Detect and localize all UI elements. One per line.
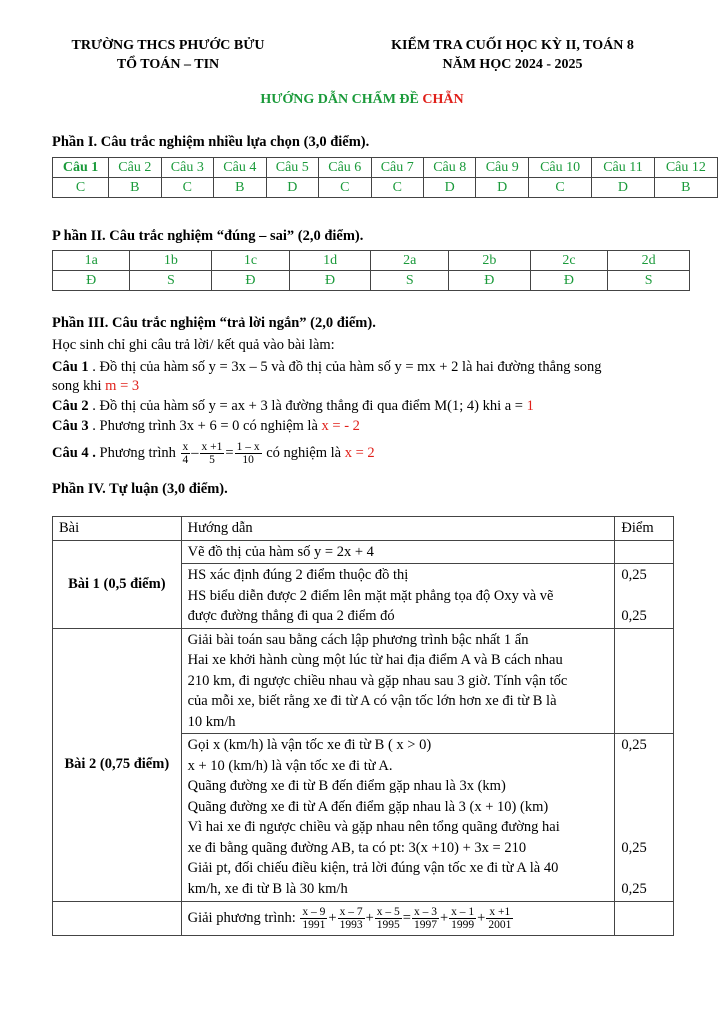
bai3-fraction — [449, 906, 476, 931]
bai3-row — [53, 901, 674, 935]
header-huong-dan: Hướng dẫn — [181, 517, 615, 541]
part1-question-cell: Câu 1 — [53, 158, 109, 178]
bai3-label — [53, 901, 182, 935]
bai2-task-line: 210 km, đi ngược chiều nhau và gặp nhau sau 3 giờ. Tính vận tốc — [187, 672, 568, 689]
bai3-fraction — [412, 906, 439, 931]
bai3-fraction — [338, 906, 365, 931]
part3-q4 — [52, 441, 375, 466]
part1-question-cell: Câu 4 — [214, 158, 266, 178]
bai2-score-3: 0,25 — [621, 881, 647, 897]
fraction-numerator: x +1 — [201, 441, 223, 453]
part2-answer-cell: Đ — [289, 271, 371, 291]
fraction-denominator: 2001 — [488, 918, 512, 931]
bai2-task-line: 10 km/h — [187, 713, 236, 730]
part1-question-row — [53, 158, 718, 178]
part3-intro: Học sinh chỉ ghi câu trả lời/ kết quả vào bài làm: — [52, 337, 335, 353]
q4-fraction-2 — [200, 441, 225, 466]
header-bai: Bài — [53, 517, 182, 541]
part1-answer-cell: B — [214, 178, 266, 198]
spacer — [621, 756, 667, 838]
bai1-step-1: HS xác định đúng 2 điểm thuộc đồ thị — [187, 567, 409, 583]
part3-q2 — [52, 396, 534, 416]
q2-answer: 1 — [526, 398, 534, 414]
subtitle-highlight: CHẴN — [422, 92, 464, 107]
part1-question-cell: Câu 7 — [371, 158, 423, 178]
bai2-task-line: của mỗi xe, biết rằng xe đi từ A có vận tốc lớn hơn xe đi từ B là — [187, 693, 557, 709]
school-name: TRƯỜNG THCS PHƯỚC BỬU — [71, 38, 265, 53]
bai3-operator: + — [365, 909, 374, 926]
part2-question-cell: 2c — [530, 251, 607, 271]
part2-answer-row — [53, 271, 690, 291]
bai2-solution-line: km/h, xe đi từ B là 30 km/h — [187, 880, 348, 897]
bai3-fraction — [486, 906, 513, 931]
q3-answer: x = - 2 — [321, 418, 360, 434]
fraction-numerator: x – 1 — [451, 905, 475, 918]
q4-text: Phương trình — [95, 444, 180, 461]
part2-answer-cell: Đ — [530, 271, 607, 291]
part2-answer-cell: S — [608, 271, 690, 291]
q3-label: Câu 3 — [52, 418, 89, 434]
part1-answer-cell: D — [476, 178, 528, 198]
part2-question-cell: 2a — [371, 251, 448, 271]
q1-label: Câu 1 — [52, 359, 89, 375]
part2-answer-cell: Đ — [448, 271, 530, 291]
exam-title: KIỂM TRA CUỐI HỌC KỲ II, TOÁN 8 — [391, 38, 634, 53]
bai1-step-3: được đường thẳng đi qua 2 điểm đó — [187, 608, 395, 624]
bai1-step-2: HS biểu diễn được 2 điểm lên mặt mặt phẳng tọa độ Oxy và vẽ — [187, 587, 554, 604]
bai3-score — [615, 901, 674, 935]
essay-grading-table — [52, 516, 674, 936]
q4-equals: = — [225, 444, 234, 461]
part1-answer-cell: B — [654, 178, 717, 198]
school-header — [48, 36, 288, 74]
part2-question-row — [53, 251, 690, 271]
bai2-solution-line: xe đi bằng quãng đường AB, ta có pt: 3(x +10) + 3x = 210 — [187, 839, 527, 856]
fraction-denominator: 10 — [242, 454, 254, 466]
header-diem: Điểm — [615, 517, 674, 541]
bai3-text: Giải phương trình: — [187, 909, 300, 926]
bai1-solution — [181, 564, 615, 629]
q4-answer: x = 2 — [344, 444, 375, 461]
bai1-score-2: 0,25 — [621, 607, 647, 624]
school-year: NĂM HỌC 2024 - 2025 — [442, 57, 583, 72]
bai2-task-score — [615, 628, 674, 734]
part1-title: Phần I. Câu trắc nghiệm nhiều lựa chọn (3,0 điểm). — [52, 134, 370, 150]
q2-label: Câu 2 — [52, 398, 89, 414]
fraction-denominator: 1991 — [302, 918, 326, 931]
bai2-task-row — [53, 628, 674, 734]
bai2-solution-line: Giải pt, đối chiếu điều kiện, trả lời đúng vận tốc xe đi từ A là 40 — [187, 860, 559, 876]
part2-question-cell: 2b — [448, 251, 530, 271]
exam-header — [340, 36, 685, 74]
q1-text: . Đồ thị của hàm số y = 3x – 5 và đồ thị của hàm số y = mx + 2 là hai đường thẳng song — [88, 359, 602, 375]
bai2-task-line: Hai xe khởi hành cùng một lúc từ hai địa điểm A và B cách nhau — [187, 652, 563, 668]
bai1-task: Vẽ đồ thị của hàm số y = 2x + 4 — [181, 540, 615, 564]
part2-answer-table — [52, 250, 690, 291]
part1-question-cell: Câu 5 — [266, 158, 318, 178]
q4-minus: – — [191, 444, 199, 461]
bai2-solution-line: Gọi x (km/h) là vận tốc xe đi từ B ( x > 0) — [187, 737, 432, 753]
part2-answer-cell: Đ — [53, 271, 130, 291]
bai3-fraction — [300, 906, 327, 931]
fraction-numerator: x — [182, 441, 189, 453]
bai2-solution-line: x + 10 (km/h) là vận tốc xe đi từ A. — [187, 757, 393, 774]
part1-answer-table — [52, 157, 718, 198]
subtitle-main: HƯỚNG DẪN CHẤM ĐỀ — [260, 92, 423, 107]
q1-answer: m = 3 — [105, 378, 140, 394]
bai2-scores — [615, 734, 674, 902]
part2-question-cell: 1b — [130, 251, 212, 271]
part2-answer-cell: S — [371, 271, 448, 291]
bai3-operator: + — [328, 909, 337, 926]
fraction-numerator: x – 9 — [302, 905, 326, 918]
fraction-numerator: x +1 — [486, 906, 513, 919]
part1-answer-cell: C — [319, 178, 371, 198]
bai2-solution-line: Vì hai xe đi ngược chiều và gặp nhau nên tổng quãng đường hai — [187, 819, 560, 835]
part1-answer-cell: C — [528, 178, 591, 198]
part1-answer-cell: C — [371, 178, 423, 198]
q4-fraction-3 — [235, 441, 262, 466]
bai3-fraction — [375, 906, 402, 931]
part2-title: P hần II. Câu trắc nghiệm “đúng – sai” (2,0 điểm). — [52, 228, 364, 244]
part2-question-cell: 1d — [289, 251, 371, 271]
part2-answer-cell: Đ — [212, 271, 289, 291]
q4-text-2: có nghiệm là — [262, 444, 345, 461]
part1-answer-cell: C — [161, 178, 213, 198]
q4-fraction-1 — [181, 441, 191, 466]
department-name: TỔ TOÁN – TIN — [116, 57, 220, 72]
bai3-operator: + — [439, 909, 449, 926]
fraction-numerator: 1 – x — [236, 441, 260, 453]
bai2-score-1: 0,25 — [621, 737, 647, 753]
part4-title: Phần IV. Tự luận (3,0 điểm). — [52, 481, 228, 497]
part3-title: Phần III. Câu trắc nghiệm “trả lời ngắn” (2,0 điểm). — [52, 315, 376, 331]
q4-label: Câu 4 . — [52, 444, 96, 461]
bai1-label: Bài 1 (0,5 điểm) — [53, 540, 182, 628]
q2-text: . Đồ thị của hàm số y = ax + 3 là đường thẳng đi qua điểm M(1; 4) khi a = — [88, 398, 527, 414]
bai3-operator: + — [477, 909, 486, 926]
fraction-numerator: x – 3 — [413, 905, 437, 918]
part1-answer-cell: D — [424, 178, 476, 198]
part2-answer-cell: S — [130, 271, 212, 291]
part3-q1-cont — [52, 376, 139, 396]
bai1-task-row — [53, 540, 674, 564]
part1-question-cell: Câu 10 — [528, 158, 591, 178]
fraction-denominator: 1997 — [413, 918, 437, 931]
bai2-task — [181, 628, 615, 734]
part1-question-cell: Câu 11 — [592, 158, 654, 178]
part1-question-cell: Câu 3 — [161, 158, 213, 178]
bai1-score-1: 0,25 — [621, 567, 647, 583]
document-subtitle — [0, 92, 724, 108]
fraction-denominator: 1995 — [376, 918, 400, 931]
bai1-scores — [615, 564, 674, 629]
part1-answer-cell: C — [53, 178, 109, 198]
part2-question-cell: 1c — [212, 251, 289, 271]
fraction-numerator: x – 5 — [376, 905, 400, 918]
part1-question-cell: Câu 6 — [319, 158, 371, 178]
bai2-task-line: Giải bài toán sau bằng cách lập phương trình bậc nhất 1 ẩn — [187, 631, 529, 648]
spacer — [621, 586, 667, 606]
bai2-solution — [181, 734, 615, 902]
part2-question-cell: 1a — [53, 251, 130, 271]
part3-q3 — [52, 416, 360, 436]
fraction-denominator: 4 — [182, 454, 189, 466]
bai3-operator: = — [402, 909, 411, 926]
part3-q1 — [52, 357, 602, 377]
part1-answer-cell: B — [109, 178, 161, 198]
bai3-task — [181, 901, 615, 935]
fraction-denominator: 1993 — [339, 918, 363, 931]
part1-question-cell: Câu 12 — [654, 158, 717, 178]
part1-question-cell: Câu 9 — [476, 158, 528, 178]
q1-text-cont: song khi — [52, 378, 106, 394]
fraction-denominator: 1999 — [451, 918, 475, 931]
table-header-row — [53, 517, 674, 541]
spacer — [621, 858, 667, 879]
part2-question-cell: 2d — [608, 251, 690, 271]
fraction-numerator: x – 7 — [339, 905, 363, 918]
fraction-denominator: 5 — [209, 454, 215, 466]
part1-question-cell: Câu 8 — [424, 158, 476, 178]
part1-answer-row — [53, 178, 718, 198]
bai2-label: Bài 2 (0,75 điểm) — [53, 628, 182, 901]
bai2-solution-line: Quãng đường xe đi từ B đến điểm gặp nhau là 3x (km) — [187, 778, 506, 794]
q3-text: . Phương trình 3x + 6 = 0 có nghiệm là — [88, 418, 322, 434]
part1-answer-cell: D — [592, 178, 654, 198]
bai2-solution-line: Quãng đường xe đi từ A đến điểm gặp nhau là 3 (x + 10) (km) — [187, 798, 549, 815]
part1-answer-cell: D — [266, 178, 318, 198]
part1-question-cell: Câu 2 — [109, 158, 161, 178]
bai2-score-2: 0,25 — [621, 839, 647, 856]
bai1-task-score — [615, 540, 674, 564]
